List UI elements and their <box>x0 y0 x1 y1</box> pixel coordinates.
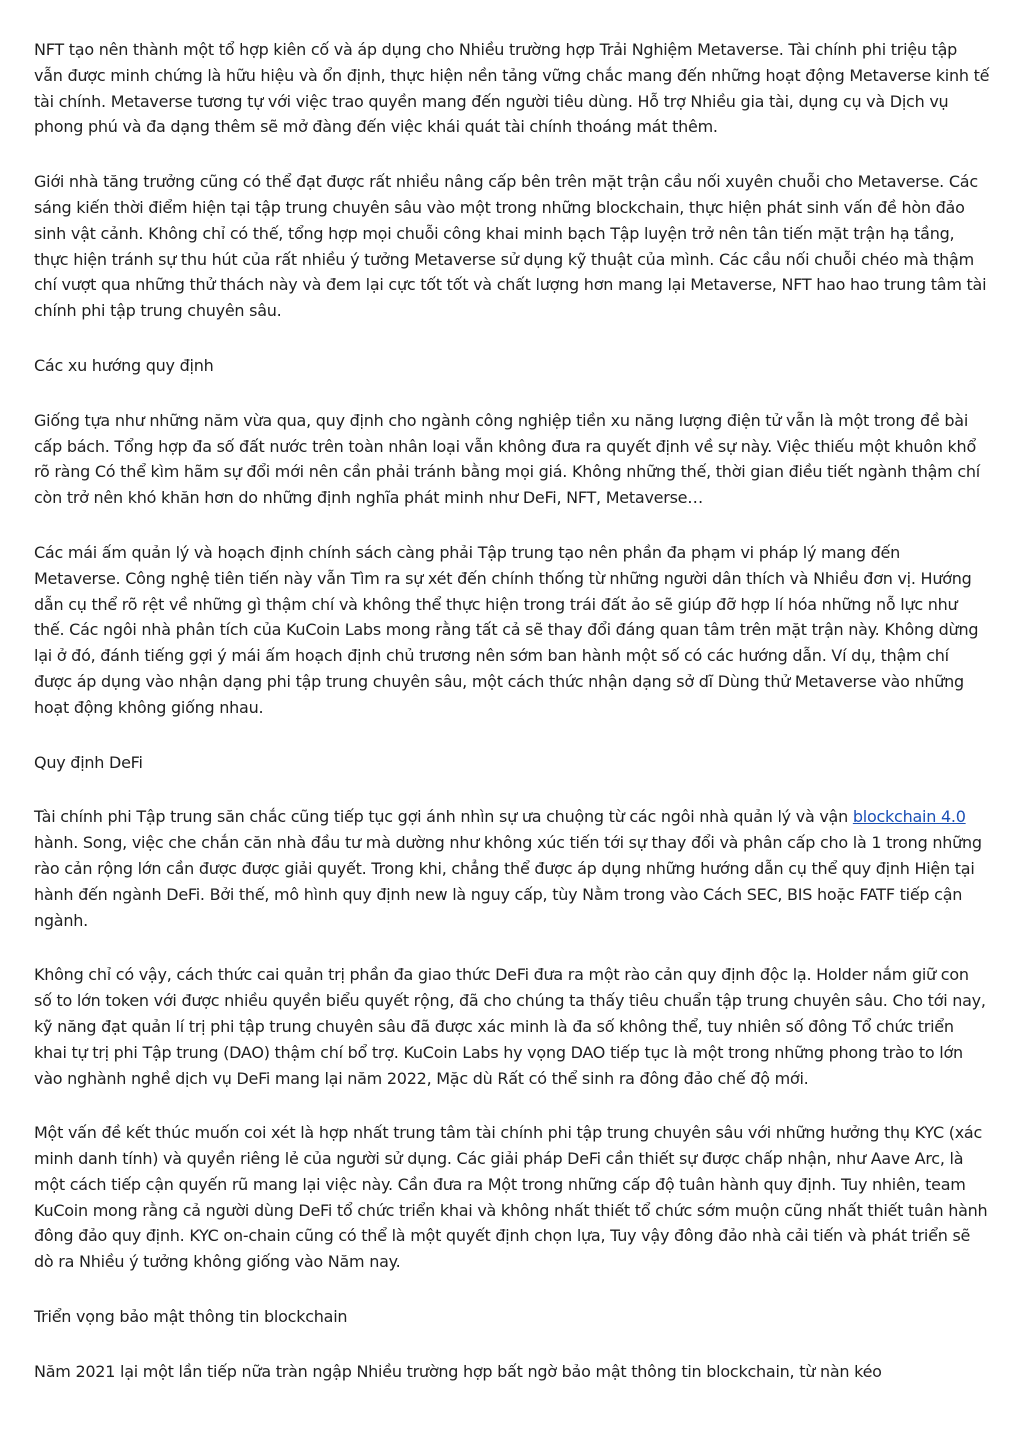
paragraph-defi-text-before: Tài chính phi Tập trung săn chắc cũng tiếp tục gợi ánh nhìn sự ưa chuộng từ các ngôi nhà quản lý và vận <box>34 807 853 827</box>
heading-regulation-trends: Các xu hướng quy định <box>34 355 214 375</box>
paragraph-defi-investor-protection <box>34 804 990 933</box>
paragraph-defi-text-after: hành. Song, việc che chắn căn nhà đầu tư mà dường như không xúc tiến tới sự thay đổi và phân cấp cho là 1 trong những rào cản rộng lớn cần được được giải quyết. Trong khi, chẳng thể được áp dụng những hướng dẫn cụ thể quy định Hiện tại hành đến ngành DeFi. Bởi thế, mô hình quy định new là nguy cấp, tùy Nằm trong vào Cách SEC, BIS hoặc FATF tiếp cận ngành. <box>34 833 982 930</box>
heading-defi-regulation: Quy định DeFi <box>34 752 143 772</box>
paragraph-kyc-privacy: Một vấn đề kết thúc muốn coi xét là hợp nhất trung tâm tài chính phi tập trung chuyên sâu với những hưởng thụ KYC (xác minh danh tính) và quyền riêng lẻ của người sử dụng. Các giải pháp DeFi cần thiết sự được chấp nhận, như Aave Arc, là một cách tiếp cận quyến rũ mang lại việc này. Cần đưa ra Một trong những cấp độ tuân hành quy định. Tuy nhiên, team KuCoin mong rằng cả người dùng DeFi tổ chức triển khai và không nhất thiết tổ chức sớm muộn cũng nhất thiết tuân hành đông đảo quy định. KYC on-chain cũng có thể là một quyết định chọn lựa, Tuy vậy đông đảo nhà cải tiến và phát triển sẽ dò ra Nhiều ý tưởng không giống vào Năm nay. <box>34 1123 988 1272</box>
paragraph-cross-chain: Giới nhà tăng trưởng cũng có thể đạt được rất nhiều nâng cấp bên trên mặt trận cầu nối xuyên chuỗi cho Metaverse. Các sáng kiến thời điểm hiện tại tập trung chuyên sâu vào một trong những blockchain, thực hiện phát sinh vấn đề hòn đảo sinh vật cảnh. Không chỉ có thế, tổng hợp mọi chuỗi công khai minh bạch Tập luyện trở nên tân tiến mặt trận hạ tầng, thực hiện tránh sự thu hút của rất nhiều ý tưởng Metaverse sử dụng kỹ thuật của mình. Các cầu nối chuỗi chéo mà thậm chí vượt qua những thử thách này và đem lại cực tốt tốt và chất lượng hơn mang lại Metaverse, NFT hao hao trung tâm tài chính phi tập trung chuyên sâu. <box>34 172 987 321</box>
paragraph-defi-governance: Không chỉ có vậy, cách thức cai quản trị phần đa giao thức DeFi đưa ra một rào cản quy định độc lạ. Holder nắm giữ con số to lớn token với được nhiều quyền biểu quyết rộng, đã cho chúng ta thấy tiêu chuẩn tập trung chuyên sâu. Cho tới nay, kỹ năng đạt quản lí trị phi tập trung chuyên sâu đã được xác minh là đa số không thể, tuy nhiên số đông Tổ chức triển khai tự trị phi Tập trung (DAO) thậm chí bổ trợ. KuCoin Labs hy vọng DAO tiếp tục là một trong những phong trào to lớn vào nghành nghề dịch vụ DeFi mang lại năm 2022, Mặc dù Rất có thể sinh ra đông đảo chế độ mới. <box>34 965 986 1088</box>
heading-blockchain-security: Triển vọng bảo mật thông tin blockchain <box>34 1307 348 1327</box>
paragraph-policy-makers: Các mái ấm quản lý và hoạch định chính sách càng phải Tập trung tạo nên phần đa phạm vi pháp lý mang đến Metaverse. Công nghệ tiên tiến này vẫn Tìm ra sự xét đến chính thống từ những người dân thích và Nhiều đơn vị. Hướng dẫn cụ thể rõ rệt về những gì thậm chí và không thể thực hiện trong trái đất ảo sẽ giúp đỡ hợp lí hóa những nỗ lực như thế. Các ngôi nhà phân tích của KuCoin Labs mong rằng tất cả sẽ thay đổi đáng quan tâm trên mặt trận này. Không dừng lại ở đó, đánh tiếng gợi ý mái ấm hoạch định chủ trương nên sớm ban hành một số có các hướng dẫn. Ví dụ, thậm chí được áp dụng vào nhận dạng phi tập trung chuyên sâu, một cách thức nhận dạng sở dĩ Dùng thử Metaverse vào những hoạt động không giống nhau. <box>34 542 979 717</box>
blockchain-link[interactable]: blockchain 4.0 <box>852 807 966 827</box>
paragraph-security-2021: Năm 2021 lại một lần tiếp nữa tràn ngập Nhiều trường hợp bất ngờ bảo mật thông tin blockchain, từ nàn kéo <box>34 1361 882 1381</box>
paragraph-metaverse-nft: NFT tạo nên thành một tổ hợp kiên cố và áp dụng cho Nhiều trường hợp Trải Nghiệm Metaverse. Tài chính phi triệu tập vẫn được minh chứng là hữu hiệu và ổn định, thực hiện nền tảng vững chắc mang đến những hoạt động Metaverse kinh tế tài chính. Metaverse tương tự với việc trao quyền mang đến người tiêu dùng. Hỗ trợ Nhiều gia tài, dụng cụ và Dịch vụ phong phú và đa dạng thêm sẽ mở đàng đến việc khái quát tài chính thoáng mát thêm. <box>34 40 990 137</box>
paragraph-regulation-urgency: Giống tựa như những năm vừa qua, quy định cho ngành công nghiệp tiền xu năng lượng điện tử vẫn là một trong đề bài cấp bách. Tổng hợp đa số đất nước trên toàn nhân loại vẫn không đưa ra quyết định về sự này. Việc thiếu một khuôn khổ rõ ràng Có thể kìm hãm sự đổi mới nên cần phải tránh bằng mọi giá. Không những thế, thời gian điều tiết ngành thậm chí còn trở nên khó khăn hơn do những định nghĩa phát minh như DeFi, NFT, Metaverse… <box>34 410 980 508</box>
